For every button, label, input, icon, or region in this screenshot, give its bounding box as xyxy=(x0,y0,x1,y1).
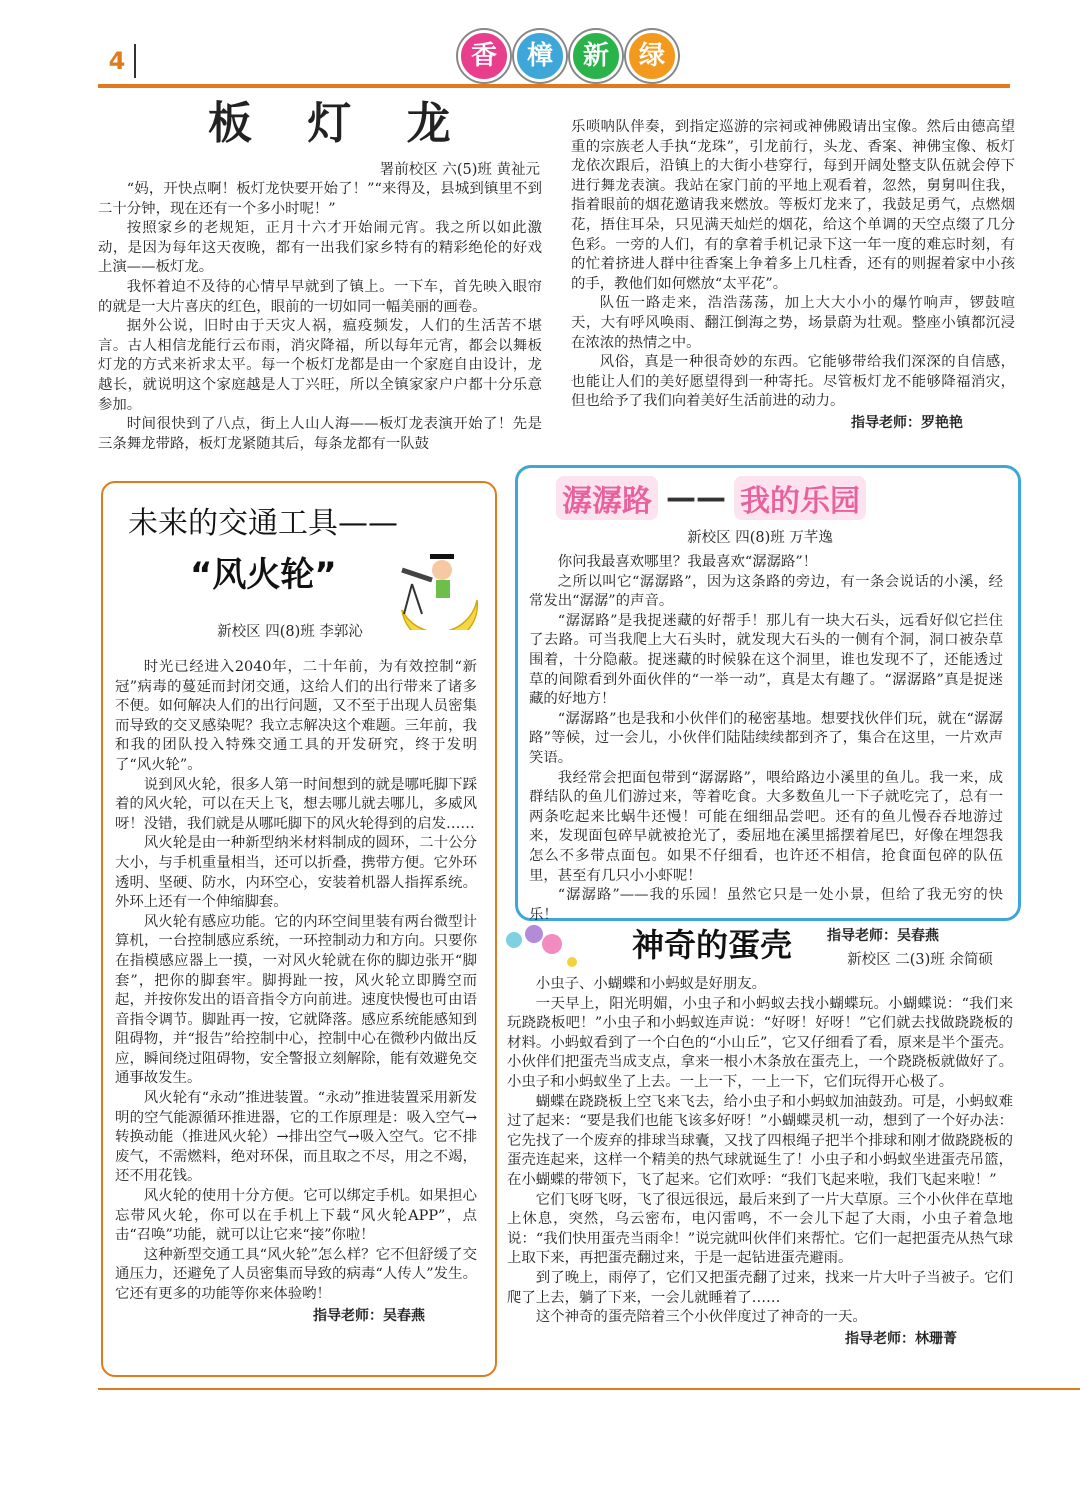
paragraph: “潺潺路”也是我和小伙伴们的秘密基地。想要找伙伴们玩，就在“潺潺路”等候，过一会儿，小伙伴们陆陆续续都到齐了，集合在这里，一片欢声笑语。 xyxy=(529,710,1003,766)
article-title xyxy=(556,476,866,520)
paragraph: 它们飞呀飞呀，飞了很远很远，最后来到了一片大草原。三个小伙伴在草地上休息，突然，乌云密布，电闪雷鸣，不一会儿下起了大雨，小虫子着急地说：“我们快用蛋壳当雨伞！”说完就叫伙伴们来帮忙。它们一起把蛋壳从热气球上取下来，再把蛋壳翻过来，于是一起钻进蛋壳避雨。 xyxy=(507,1191,1013,1267)
paragraph: 风俗，真是一种很奇妙的东西。它能够带给我们深深的自信感，也能让人们的美好愿望得到一种寄托。尽管板灯龙不能够降福消灾，但也给予了我们向着美好生活前进的动力。 xyxy=(571,354,1015,410)
article-column-right xyxy=(571,118,1015,432)
flower-decoration xyxy=(500,920,580,972)
article-byline: 新校区 二(3)班 余简硕 xyxy=(847,952,993,968)
teacher-credit: 指导老师：吴春燕 xyxy=(827,928,939,945)
article-title: 未来的交通工具—— xyxy=(128,506,398,541)
paragraph: “潺潺路”——我的乐园！虽然它只是一处小景，但给了我无穷的快乐！ xyxy=(529,887,1003,923)
article-title: 板 灯 龙 xyxy=(208,98,471,149)
paragraph: 风火轮有感应功能。它的内环空间里装有两台微型计算机，一台控制感应系统，一环控制动力和方向。只要你在指模感应器上一摸，一对风火轮就在你的脚边张开“脚套”，把你的脚套牢。脚拇趾一按，风火轮立即腾空而起，并按你发出的语音指令方向前进。速度快慢也可由语音指令调节。脚趾再一按，它就降落。感应系统能感知到阻碍物，并“报告”给控制中心，控制中心在微秒内做出反应，瞬间绕过阻碍物，安全警报立刻解除，能有效避免交通事故发生。 xyxy=(115,913,477,1087)
title-right: 我的乐园 xyxy=(734,476,866,520)
paragraph: 风火轮是由一种新型纳米材料制成的圆环，二十公分大小，与手机重量相当，还可以折叠，携带方便。它外环透明、坚硬、防水，内环空心，安装着机器人指挥系统。外环上还有一个伸缩脚套。 xyxy=(115,835,477,911)
article-byline: 新校区 四(8)班 万芊逸 xyxy=(687,530,833,546)
paragraph: 我经常会把面包带到“潺潺路”，喂给路边小溪里的鱼儿。我一来，成群结队的鱼儿们游过来，等着吃食。大多数鱼儿一下子就吃完了，总有一两条吃起来比蜗牛还慢！可能在细细品尝吧。还有的鱼儿慢吞吞地游过来，发现面包碎早就被抢光了，委屈地在溪里摇摆着尾巴，好像在埋怨我怎么不多带点面包。如果不仔细看，也许还不相信，抢食面包碎的队伍里，甚至有几只小小虾呢！ xyxy=(529,769,1003,884)
paragraph: “妈，开快点啊！板灯龙快要开始了！”“来得及，县城到镇里不到二十分钟，现在还有一个多小时呢！” xyxy=(98,181,542,217)
paragraph: 你问我最喜欢哪里？我最喜欢“潺潺路”！ xyxy=(557,554,818,570)
paragraph: 风火轮的使用十分方便。它可以绑定手机。如果担心忘带风火轮，你可以在手机上下载“风火轮APP”，点击“召唤”功能，就可以让它来“接”你啦！ xyxy=(115,1188,477,1244)
paragraph: 一天早上，阳光明媚，小虫子和小蚂蚁去找小蝴蝶玩。小蝴蝶说：“我们来玩跷跷板吧！”小虫子和小蚂蚁连声说：“好呀！好呀！”它们就去找做跷跷板的材料。小蚂蚁看到了一个白色的“小山丘”，它又仔细看了看，原来是半个蛋壳。小伙伴们把蛋壳当成支点，拿来一根小木条放在蛋壳上，一个跷跷板就做好了。小虫子和小蚂蚁坐了上去。一上一下，一上一下，它们玩得开心极了。 xyxy=(507,995,1013,1090)
banner-char: 樟 xyxy=(514,30,566,82)
title-left: 潺潺路 xyxy=(556,476,658,520)
title-dash: —— xyxy=(666,480,726,516)
paragraph: 蝴蝶在跷跷板上空飞来飞去，给小虫子和小蚂蚁加油鼓劲。可是，小蚂蚁难过了起来：“要是我们也能飞该多好呀！”小蝴蝶灵机一动，想到了一个好办法：它先找了一个废弃的排球当球囊，又找了四根绳子把半个排球和刚才做跷跷板的蛋壳连起来，这样一个精美的热气球就诞生了！小虫子和小蚂蚁坐进蛋壳吊篮，在小蝴蝶的带领下，飞了起来。它们欢呼：“我们飞起来啦，我们飞起来啦！” xyxy=(507,1093,1013,1188)
article-body xyxy=(507,975,1013,1348)
article-byline: 署前校区 六(5)班 黄祉元 xyxy=(379,162,540,178)
paragraph: 到了晚上，雨停了，它们又把蛋壳翻了过来，找来一片大叶子当被子。它们爬了上去，躺了下来，一会儿就睡着了…… xyxy=(507,1269,1013,1306)
paragraph: 据外公说，旧时由于天灾人祸，瘟疫频发，人们的生活苦不堪言。古人相信龙能行云布雨，消灾降福，所以每年元宵，都会以舞板灯龙的方式来祈求太平。每一个板灯龙都是由一个家庭自由设计，龙越长，就说明这个家庭越是人丁兴旺，所以全镇家家户户都十分乐意参加。 xyxy=(98,318,542,413)
teacher-credit: 指导老师：吴春燕 xyxy=(313,1307,425,1324)
paragraph: 乐唢呐队伴奏，到指定巡游的宗祠或神佛殿请出宝像。然后由德高望重的宗族老人手执“龙珠”，引龙前行，头龙、香案、神佛宝像、板灯龙依次跟后，沿镇上的大街小巷穿行，每到开阔处整支队伍就会停下进行舞龙表演。我站在家门前的平地上观看着，忽然，舅舅叫住我，指着眼前的烟花邀请我来燃放。等板灯龙来了，我鼓足勇气，点燃烟花，捂住耳朵，只见满天灿烂的烟花，给这个单调的天空点缀了几分色彩。一旁的人们，有的拿着手机记录下这一年一度的难忘时刻，有的忙着挤进人群中往香案上争着多上几柱香，还有的则握着家中小孩的手，教他们如何燃放“太平花”。 xyxy=(571,119,1015,292)
paragraph: 时光已经进入2040年，二十年前，为有效控制“新冠”病毒的蔓延而封闭交通，这给人们的出行带来了诸多不便。如何解决人们的出行问题，又不至于出现人员密集而导致的交叉感染呢？我立志解决这个难题。三年前，我和我的团队投入特殊交通工具的开发研究，终于发明了“风火轮”。 xyxy=(115,659,477,773)
teacher-credit: 指导老师：林珊菁 xyxy=(845,1330,957,1347)
paragraph: 说到风火轮，很多人第一时间想到的就是哪吒脚下踩着的风火轮，可以在天上飞，想去哪儿就去哪儿，多威风呀！没错，我们就是从哪吒脚下的风火轮得到的启发…… xyxy=(115,776,477,832)
paragraph: “潺潺路”是我捉迷藏的好帮手！那儿有一块大石头，远看好似它拦住了去路。可当我爬上大石头时，就发现大石头的一侧有个洞，洞口被杂草围着，十分隐蔽。捉迷藏的时候躲在这个洞里，谁也发现不了，还能透过草的间隙看到外面伙伴的“一举一动”，真是太有趣了。“潺潺路”真是捉迷藏的好地方！ xyxy=(529,612,1003,708)
article-body xyxy=(529,553,1003,945)
paragraph: 这种新型交通工具“风火轮”怎么样？它不但舒缓了交通压力，还避免了人员密集而导致的病毒“人传人”发生。它还有更多的功能等你来体验哟！ xyxy=(115,1246,477,1302)
header-banner xyxy=(458,30,678,82)
paragraph: 风火轮有“永动”推进装置。“永动”推进装置采用新发明的空气能源循环推进器，它的工作原理是：吸入空气→转换动能（推进风火轮）→排出空气→吸入空气。它不排废气，不需燃料，绝对环保，而且取之不尽，用之不竭，还不用花钱。 xyxy=(115,1090,477,1185)
banner-char: 新 xyxy=(570,30,622,82)
header-rule xyxy=(98,84,1010,88)
banner-char: 绿 xyxy=(626,30,678,82)
banner-char: 香 xyxy=(458,30,510,82)
moon-illustration xyxy=(382,540,482,630)
paragraph: 按照家乡的老规矩，正月十六才开始闹元宵。我之所以如此激动，是因为每年这天夜晚，都有一出我们家乡特有的精彩绝伦的好戏上演——板灯龙。 xyxy=(98,220,542,276)
paragraph: 之所以叫它“潺潺路”，因为这条路的旁边，有一条会说话的小溪，经常发出“潺潺”的声音。 xyxy=(529,573,1003,610)
paragraph: 队伍一路走来，浩浩荡荡，加上大大小小的爆竹响声，锣鼓喧天，大有呼风唤雨、翻江倒海之势，场景蔚为壮观。整座小镇都沉浸在浓浓的热情之中。 xyxy=(571,295,1015,351)
paragraph: 小虫子、小蝴蝶和小蚂蚁是好朋友。 xyxy=(535,976,767,992)
paragraph: 这个神奇的蛋壳陪着三个小伙伴度过了神奇的一天。 xyxy=(535,1309,867,1326)
article-byline: 新校区 四(8)班 李郭沁 xyxy=(217,624,363,640)
page-number: 4 xyxy=(100,44,136,78)
article-column-left xyxy=(98,180,542,454)
article-body xyxy=(115,658,477,1325)
article-title: 神奇的蛋壳 xyxy=(632,926,793,964)
paragraph: 我怀着迫不及待的心情早早就到了镇上。一下车，首先映入眼帘的就是一大片喜庆的红色，眼前的一切如同一幅美丽的画卷。 xyxy=(98,278,542,315)
paragraph: 时间很快到了八点，街上人山人海——板灯龙表演开始了！先是三条舞龙带路，板灯龙紧随其后，每条龙都有一队鼓 xyxy=(98,416,542,452)
article-title: “风火轮” xyxy=(190,555,337,595)
teacher-credit: 指导老师：罗艳艳 xyxy=(851,414,963,431)
footer-rule xyxy=(98,1388,1080,1390)
